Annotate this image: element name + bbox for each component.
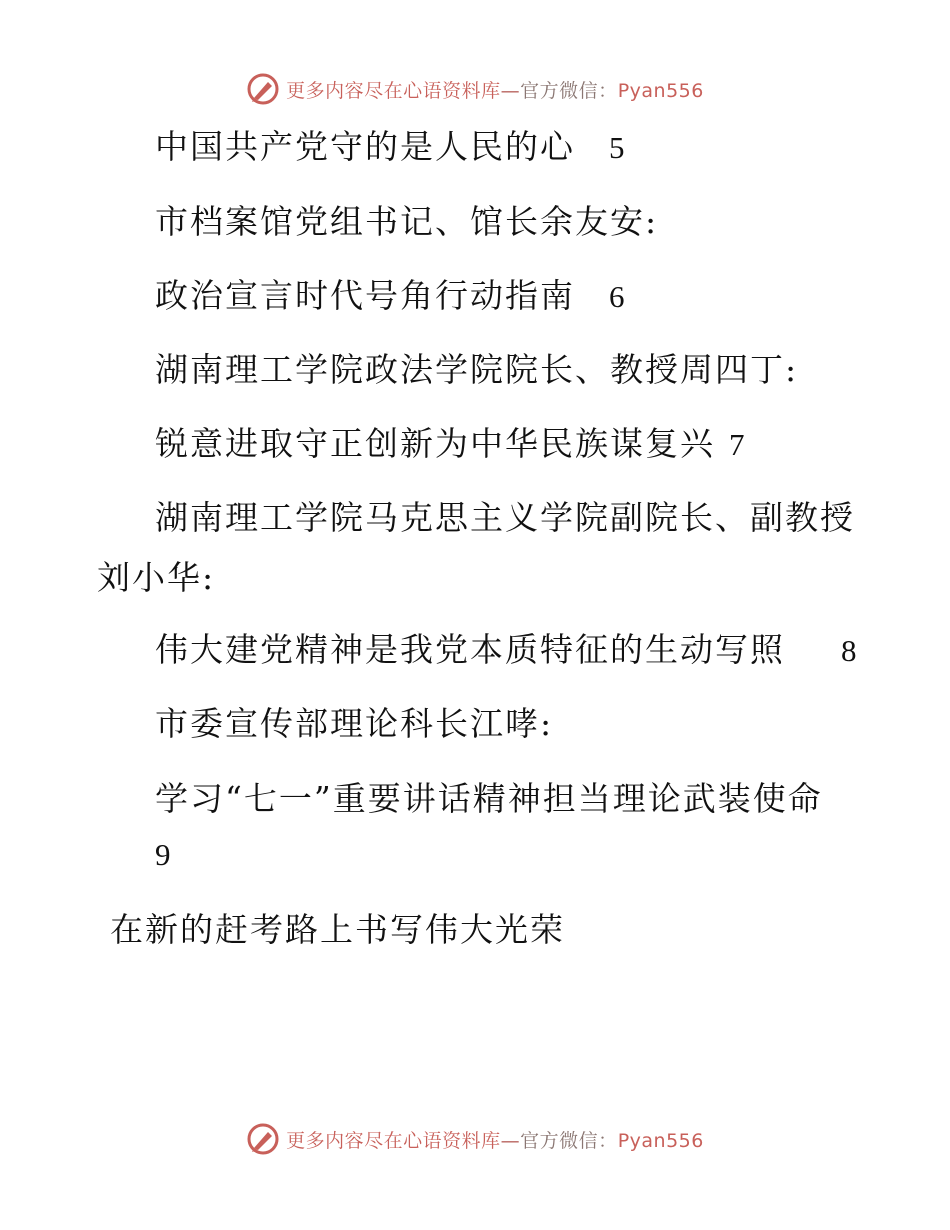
pen-logo-icon bbox=[246, 72, 280, 106]
toc-entry-continued: 刘小华: bbox=[97, 558, 216, 597]
footer-watermark bbox=[0, 1122, 950, 1156]
page-number: 5 bbox=[609, 130, 625, 165]
watermark-text: 更多内容尽在心语资料库—官方微信：Pyan556 bbox=[286, 79, 704, 102]
toc-entry: 在新的赶考路上书写伟大光荣 bbox=[110, 910, 565, 949]
watermark-text: 更多内容尽在心语资料库—官方微信：Pyan556 bbox=[286, 1129, 704, 1152]
pen-logo-icon bbox=[246, 1122, 280, 1156]
toc-entry: 市档案馆党组书记、馆长余友安: bbox=[155, 202, 659, 241]
page-number: 7 bbox=[729, 427, 745, 462]
toc-entry: 政治宣言时代号角行动指南 6 bbox=[155, 276, 625, 315]
page-number: 9 bbox=[155, 837, 171, 872]
toc-entry: 湖南理工学院马克思主义学院副院长、副教授 bbox=[155, 498, 855, 537]
toc-entry: 学习“七一”重要讲话精神担当理论武装使命 bbox=[155, 779, 823, 818]
toc-entry: 市委宣传部理论科长江哮: bbox=[155, 704, 554, 743]
toc-entry: 中国共产党守的是人民的心 5 bbox=[155, 127, 625, 166]
toc-entry-page bbox=[155, 834, 171, 875]
toc-entry: 湖南理工学院政法学院院长、教授周四丁: bbox=[155, 350, 799, 389]
header-watermark bbox=[0, 72, 950, 106]
toc-entry: 伟大建党精神是我党本质特征的生动写照 8 bbox=[155, 630, 857, 669]
page-number: 6 bbox=[609, 279, 625, 314]
toc-entry: 锐意进取守正创新为中华民族谋复兴 7 bbox=[155, 424, 745, 463]
page-number: 8 bbox=[841, 633, 857, 668]
